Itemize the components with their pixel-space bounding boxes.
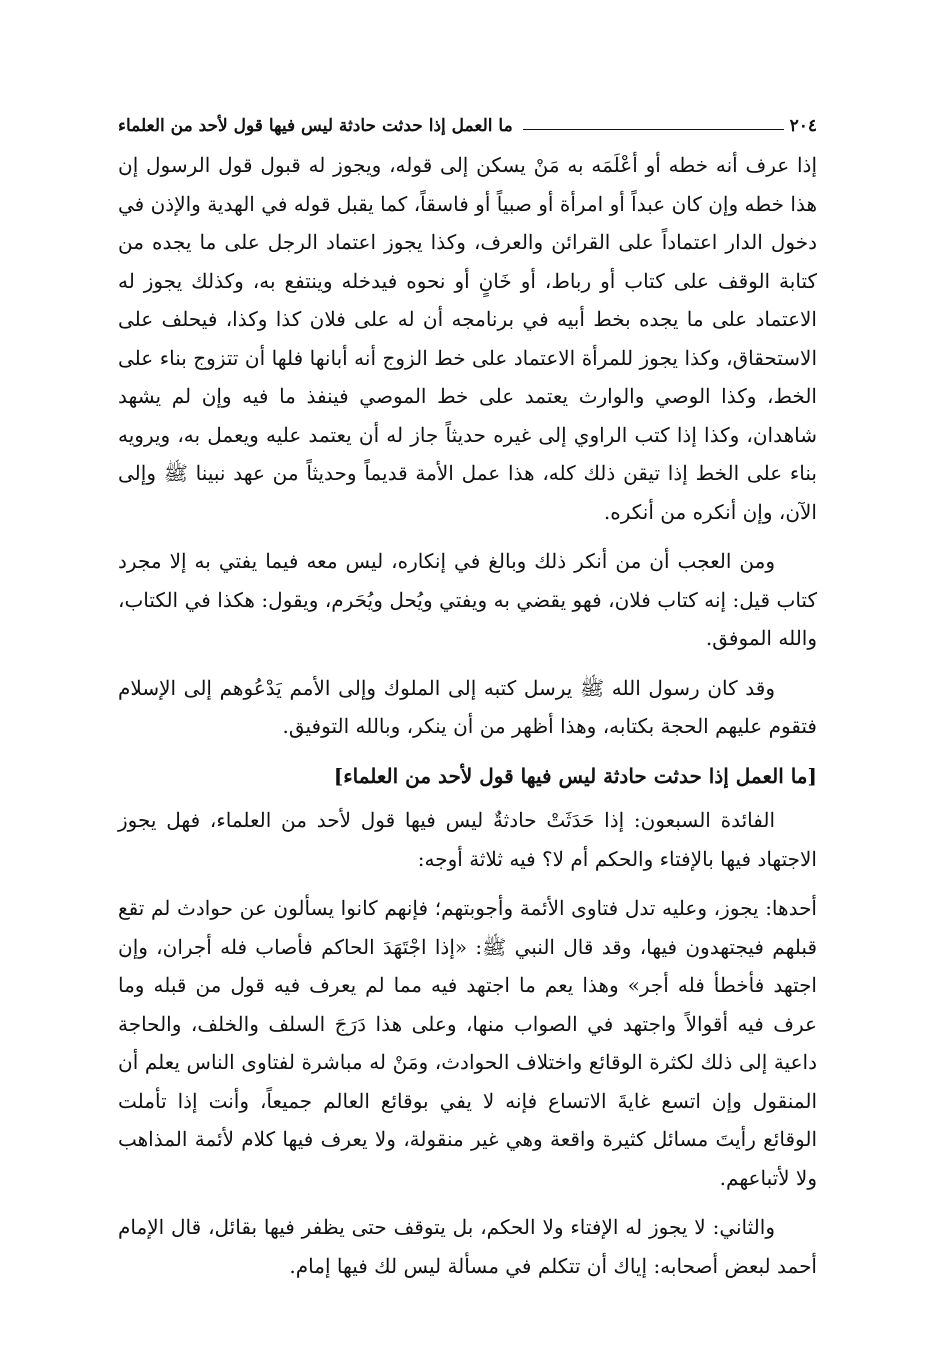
page-number: ٢٠٤ bbox=[789, 116, 817, 136]
section-heading: [ما العمل إذا حدثت حادثة ليس فيها قول لأحد من العلماء] bbox=[333, 763, 817, 788]
page-body bbox=[118, 146, 817, 1285]
paragraph: الفائدة السبعون: إذا حَدَثَتْ حادثةٌ ليس فيها قول لأحد من العلماء، فهل يجوز الاجتهاد فيها بالإفتاء والحكم أم لا؟ فيه ثلاثة أوجه: bbox=[118, 808, 817, 871]
paragraph: والثاني: لا يجوز له الإفتاء ولا الحكم، بل يتوقف حتى يظفر فيها بقائل، قال الإمام أحمد لبعض أصحابه: إياك أن تتكلم في مسألة ليس لك فيها إمام. bbox=[118, 1215, 817, 1278]
running-title: ما العمل إذا حدثت حادثة ليس فيها قول لأحد من العلماء bbox=[118, 116, 513, 136]
header-rule bbox=[523, 129, 784, 130]
paragraph: ومن العجب أن من أنكر ذلك وبالغ في إنكاره، ليس معه فيما يفتي به إلا مجرد كتاب قيل: إنه كتاب فلان، فهو يقضي به ويفتي ويُحل ويُحَرم، ويقول: هكذا في الكتاب، والله الموفق. bbox=[118, 549, 817, 650]
paragraph: وقد كان رسول الله ﷺ يرسل كتبه إلى الملوك وإلى الأمم يَدْعُوهم إلى الإسلام فتقوم عليهم الحجة بكتابه، وهذا أظهر من أن ينكر، وبالله التوفيق. bbox=[118, 675, 817, 738]
page-header bbox=[118, 100, 817, 136]
paragraph: أحدها: يجوز، وعليه تدل فتاوى الأئمة وأجوبتهم؛ فإنهم كانوا يسألون عن حوادث لم تقع قبلهم فيجتهدون فيها، وقد قال النبي ﷺ: «إذا اجْتَهَدَ الحاكم فأصاب فله أجران، وإن اجتهد فأخطأ فله أجر» وهذا يعم ما اجتهد فيه مما لم يعرف فيه قول من قبله وما عرف فيه أقوالاً واجتهد في الصواب منها، وعلى هذا دَرَجَ السلف والخلف، والحاجة داعية إلى ذلك لكثرة الوقائع واختلاف الحوادث، ومَنْ له مباشرة لفتاوى الناس يعلم أن المنقول وإن اتسع غايةَ الاتساع فإنه لا يفي بوقائع العالم جميعاً، وأنت إذا تأملت الوقائع رأيتَ مسائل كثيرة واقعة وهي غير منقولة، ولا يعرف فيها كلام لأئمة المذاهب ولا لأتباعهم. bbox=[118, 896, 817, 1190]
paragraph-continuation: إذا عرف أنه خطه أو أعْلَمَه به مَنْ يسكن إلى قوله، ويجوز له قبول قول الرسول إن هذا خطه وإن كان عبداً أو امرأة أو صبياً أو فاسقاً، كما يقبل قوله في الهدية والإذن في دخول الدار اعتماداً على القرائن والعرف، وكذا يجوز اعتماد الرجل على ما يجده من كتابة الوقف على كتاب أو رباط، أو خَانٍ أو نحوه فيدخله وينتفع به، وكذلك يجوز له الاعتماد على ما يجده بخط أبيه في برنامجه أن له على فلان كذا وكذا، فيحلف على الاستحقاق، وكذا يجوز للمرأة الاعتماد على خط الزوج أنه أبانها فلها أن تتزوج بناء على الخط، وكذا الوصي والوارث يعتمد على خط الموصي فينفذ ما فيه وإن لم يشهد شاهدان، وكذا إذا كتب الراوي إلى غيره حديثاً جاز له أن يعتمد عليه ويعمل به، ويرويه بناء على الخط إذا تيقن ذلك كله، هذا عمل الأمة قديماً وحديثاً من عهد نبينا ﷺ وإلى الآن، وإن أنكره من أنكره. bbox=[118, 153, 817, 524]
